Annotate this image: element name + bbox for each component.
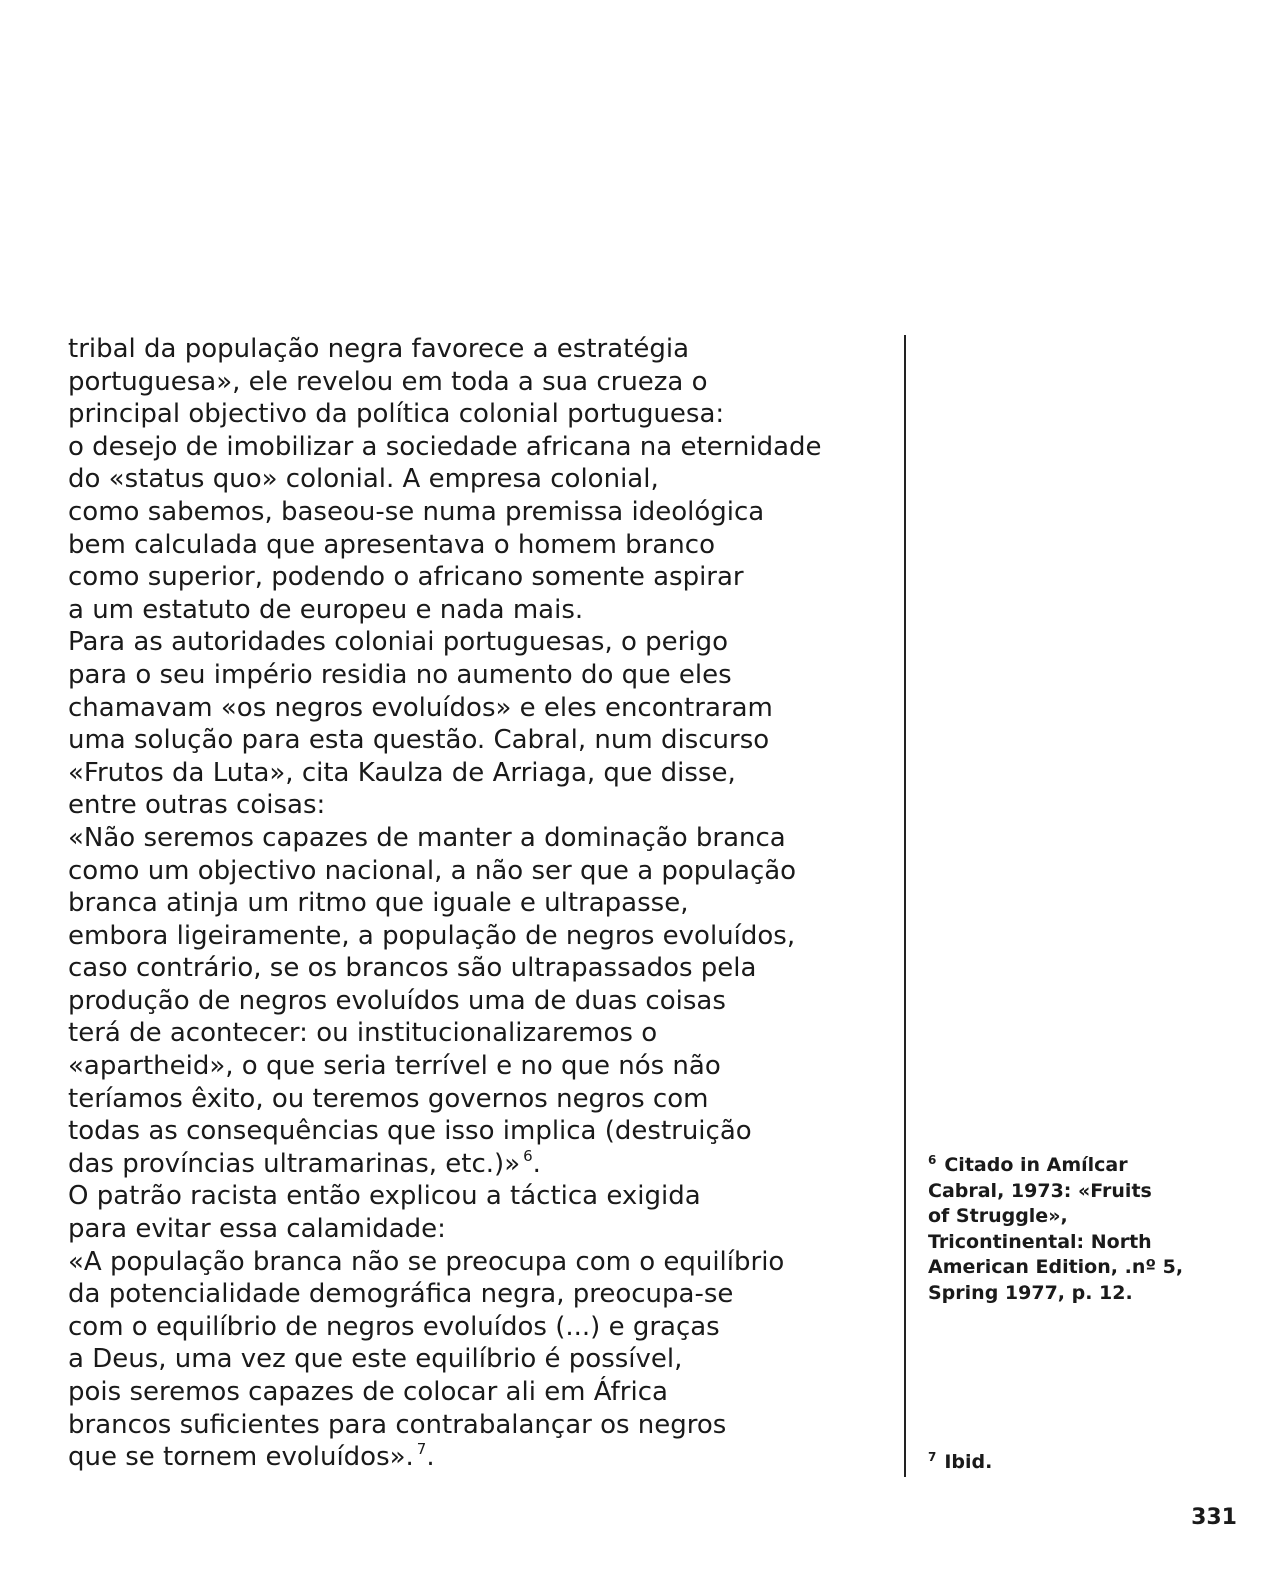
body-line: brancos suficientes para contrabalançar os negros [68, 1409, 727, 1440]
body-line: produção de negros evoluídos uma de duas coisas [68, 985, 726, 1016]
column-divider [904, 335, 906, 1477]
footnote-line: Tricontinental: North [928, 1230, 1152, 1253]
footnote-marker: 7 [928, 1450, 937, 1464]
body-line: da potencialidade demográfica negra, preocupa-se [68, 1279, 734, 1310]
ref-tail: . [532, 1148, 541, 1179]
body-line: «A população branca não se preocupa com o equilíbrio [68, 1246, 785, 1277]
body-line: «apartheid», o que seria terrível e no que nós não [68, 1051, 721, 1082]
body-line: para o seu império residia no aumento do que eles [68, 659, 732, 690]
footnote-reference-6[interactable]: 6 [523, 1146, 533, 1165]
body-line-with-ref [68, 1441, 898, 1474]
body-line: como um objectivo nacional, a não ser que a população [68, 855, 797, 886]
body-line: embora ligeiramente, a população de negros evoluídos, [68, 920, 796, 951]
page-number: 331 [1191, 1505, 1237, 1530]
body-line: principal objectivo da política colonial portuguesa: [68, 399, 725, 430]
footnote-line: of Struggle», [928, 1205, 1068, 1227]
body-line: uma solução para esta questão. Cabral, num discurso [68, 725, 770, 756]
footnote-line: Spring 1977, p. 12. [928, 1281, 1133, 1304]
body-line: chamavam «os negros evoluídos» e eles encontraram [68, 692, 773, 723]
body-line: teríamos êxito, ou teremos governos negros com [68, 1083, 709, 1114]
body-line: das províncias ultramarinas, etc.)» [68, 1148, 521, 1179]
body-line: caso contrário, se os brancos são ultrapassados pela [68, 953, 757, 984]
body-line: bem calculada que apresentava o homem branco [68, 529, 715, 560]
body-line: «Não seremos capazes de manter a dominação branca [68, 822, 786, 853]
body-line: como sabemos, baseou-se numa premissa ideológica [68, 496, 765, 527]
body-line: portuguesa», ele revelou em toda a sua crueza o [68, 366, 708, 397]
body-line: branca atinja um ritmo que iguale e ultrapasse, [68, 888, 689, 919]
body-line: o desejo de imobilizar a sociedade africana na eternidade [68, 431, 822, 462]
footnote-text: Citado in Amílcar [944, 1154, 1128, 1176]
footnote-line: Cabral, 1973: «Fruits [928, 1179, 1152, 1202]
footnote-line [928, 1450, 1248, 1476]
body-line: todas as consequências que isso implica (destruição [68, 1116, 752, 1147]
body-line: com o equilíbrio de negros evoluídos (...) e graças [68, 1311, 720, 1342]
body-line: a um estatuto de europeu e nada mais. [68, 594, 584, 625]
body-line: Para as autoridades coloniai portuguesas, o perigo [68, 627, 729, 658]
body-line: como superior, podendo o africano somente aspirar [68, 562, 744, 593]
body-line: a Deus, uma vez que este equilíbrio é possível, [68, 1344, 683, 1375]
footnote-reference-7[interactable]: 7 [416, 1440, 427, 1459]
body-line: para evitar essa calamidade: [68, 1214, 446, 1245]
body-line-with-ref [68, 1148, 898, 1181]
main-text-column [68, 333, 898, 1474]
body-line: tribal da população negra favorece a estratégia [68, 334, 690, 364]
body-line: «Frutos da Luta», cita Kaulza de Arriaga, que disse, [68, 757, 736, 788]
footnote-7 [928, 1450, 1248, 1476]
body-line: que se tornem evoluídos». [68, 1442, 414, 1473]
footnote-line [928, 1153, 1248, 1179]
footnote-text: Ibid. [944, 1451, 993, 1473]
body-line: O patrão racista então explicou a táctica exigida [68, 1181, 701, 1212]
ref-tail: . [426, 1442, 435, 1473]
body-line: pois seremos capazes de colocar ali em África [68, 1377, 668, 1407]
body-line: do «status quo» colonial. A empresa colonial, [68, 464, 659, 495]
footnote-marker: 6 [928, 1153, 937, 1167]
footnote-line: American Edition, .nº 5, [928, 1256, 1184, 1278]
body-line: entre outras coisas: [68, 790, 326, 821]
footnote-6 [928, 1153, 1248, 1306]
body-line: terá de acontecer: ou institucionalizaremos o [68, 1018, 658, 1049]
